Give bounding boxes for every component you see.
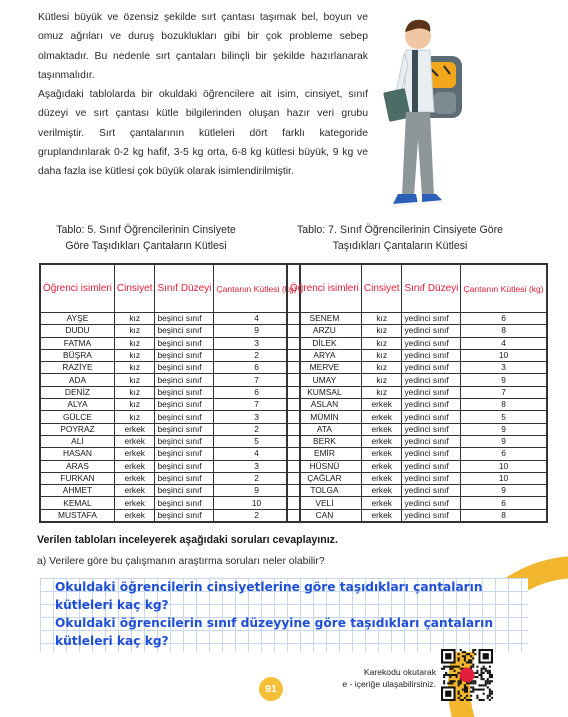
qr-code-icon[interactable] bbox=[441, 649, 493, 701]
student-name-cell: MERVE bbox=[288, 362, 362, 374]
gender-cell: erkek bbox=[361, 448, 402, 460]
student-name-cell: GÜLCE bbox=[41, 411, 115, 423]
bag-mass-cell: 9 bbox=[461, 423, 546, 435]
class-level-cell: yedinci sınıf bbox=[402, 411, 461, 423]
bag-mass-cell: 2 bbox=[214, 472, 299, 484]
page-number-badge: 91 bbox=[259, 677, 283, 701]
table-row bbox=[41, 411, 300, 423]
gender-cell: kız bbox=[361, 362, 402, 374]
table-row bbox=[41, 509, 300, 521]
table-row bbox=[41, 472, 300, 484]
table-row bbox=[41, 386, 300, 398]
class-level-cell: yedinci sınıf bbox=[402, 337, 461, 349]
student-name-cell: MÜMİN bbox=[288, 411, 362, 423]
table-row bbox=[288, 485, 547, 497]
class-level-cell: yedinci sınıf bbox=[402, 386, 461, 398]
class-level-cell: yedinci sınıf bbox=[402, 374, 461, 386]
gender-cell: erkek bbox=[361, 399, 402, 411]
bag-mass-cell: 2 bbox=[214, 423, 299, 435]
bag-mass-cell: 6 bbox=[214, 362, 299, 374]
left-caption-line2: Göre Taşıdıkları Çantaların Kütlesi bbox=[65, 240, 227, 252]
student-with-backpack-illustration bbox=[378, 8, 488, 218]
bag-mass-cell: 6 bbox=[461, 313, 546, 325]
student-name-cell: DUDU bbox=[41, 325, 115, 337]
qr-caption-line1: Karekodu okutarak bbox=[363, 667, 436, 677]
header-gender: Cinsiyet bbox=[361, 265, 402, 313]
table-header-row bbox=[288, 265, 547, 313]
student-name-cell: DENİZ bbox=[41, 386, 115, 398]
right-caption-line1: Tablo: 7. Sınıf Öğrencilerinin Cinsiyete Göre bbox=[296, 224, 504, 236]
bag-mass-cell: 5 bbox=[214, 435, 299, 447]
table-row bbox=[41, 337, 300, 349]
table-row bbox=[288, 448, 547, 460]
class-level-cell: yedinci sınıf bbox=[402, 485, 461, 497]
table-row bbox=[41, 448, 300, 460]
table-row bbox=[288, 374, 547, 386]
class-level-cell: beşinci sınıf bbox=[155, 423, 214, 435]
header-class-level: Sınıf Düzeyi bbox=[155, 265, 214, 313]
bag-mass-cell: 7 bbox=[214, 399, 299, 411]
class-level-cell: beşinci sınıf bbox=[155, 485, 214, 497]
student-name-cell: RAZİYE bbox=[41, 362, 115, 374]
gender-cell: erkek bbox=[114, 509, 155, 521]
bag-mass-cell: 7 bbox=[461, 386, 546, 398]
student-name-cell: MUSTAFA bbox=[41, 509, 115, 521]
bag-mass-cell: 10 bbox=[461, 460, 546, 472]
gender-cell: erkek bbox=[114, 497, 155, 509]
table-row bbox=[288, 349, 547, 361]
student-name-cell: BERK bbox=[288, 435, 362, 447]
student-name-cell: AYŞE bbox=[41, 313, 115, 325]
bag-mass-cell: 8 bbox=[461, 399, 546, 411]
gender-cell: kız bbox=[114, 325, 155, 337]
bag-mass-cell: 2 bbox=[214, 509, 299, 521]
class-level-cell: beşinci sınıf bbox=[155, 472, 214, 484]
bag-mass-cell: 9 bbox=[461, 435, 546, 447]
gender-cell: erkek bbox=[114, 423, 155, 435]
student-name-cell: ALİ bbox=[41, 435, 115, 447]
answer-line-1: Okuldaki öğrencilerin cinsiyetlerine göre taşıdıkları çantaların kütleleri kaç kg? bbox=[55, 580, 483, 612]
gender-cell: kız bbox=[361, 386, 402, 398]
class-level-cell: yedinci sınıf bbox=[402, 399, 461, 411]
table-row bbox=[41, 497, 300, 509]
student-name-cell: HASAN bbox=[41, 448, 115, 460]
class-level-cell: beşinci sınıf bbox=[155, 325, 214, 337]
bag-mass-cell: 2 bbox=[214, 349, 299, 361]
student-name-cell: CAN bbox=[288, 509, 362, 521]
table-row bbox=[41, 362, 300, 374]
class-level-cell: yedinci sınıf bbox=[402, 313, 461, 325]
table-row bbox=[288, 411, 547, 423]
class-level-cell: yedinci sınıf bbox=[402, 472, 461, 484]
gender-cell: kız bbox=[114, 313, 155, 325]
gender-cell: erkek bbox=[114, 485, 155, 497]
gender-cell: kız bbox=[361, 349, 402, 361]
table-row bbox=[41, 349, 300, 361]
grade5-bag-mass-table bbox=[40, 264, 300, 522]
class-level-cell: beşinci sınıf bbox=[155, 349, 214, 361]
table-header-row bbox=[41, 265, 300, 313]
student-name-cell: ÇAĞLAR bbox=[288, 472, 362, 484]
gender-cell: erkek bbox=[114, 460, 155, 472]
class-level-cell: yedinci sınıf bbox=[402, 349, 461, 361]
student-name-cell: VELİ bbox=[288, 497, 362, 509]
student-name-cell: ARAS bbox=[41, 460, 115, 472]
table-row bbox=[41, 460, 300, 472]
bag-mass-cell: 8 bbox=[461, 325, 546, 337]
header-gender: Cinsiyet bbox=[114, 265, 155, 313]
gender-cell: erkek bbox=[114, 448, 155, 460]
table-row bbox=[288, 509, 547, 521]
table-row bbox=[41, 423, 300, 435]
table-row bbox=[288, 325, 547, 337]
gender-cell: kız bbox=[114, 386, 155, 398]
bag-mass-cell: 6 bbox=[461, 448, 546, 460]
student-name-cell: FURKAN bbox=[41, 472, 115, 484]
class-level-cell: beşinci sınıf bbox=[155, 460, 214, 472]
gender-cell: kız bbox=[114, 337, 155, 349]
bag-mass-cell: 10 bbox=[214, 497, 299, 509]
gender-cell: kız bbox=[114, 374, 155, 386]
student-name-cell: ALYA bbox=[41, 399, 115, 411]
bag-mass-cell: 7 bbox=[214, 374, 299, 386]
gender-cell: erkek bbox=[361, 423, 402, 435]
gender-cell: kız bbox=[114, 399, 155, 411]
gender-cell: kız bbox=[114, 349, 155, 361]
table-row bbox=[288, 313, 547, 325]
grade7-bag-mass-table bbox=[287, 264, 547, 522]
class-level-cell: beşinci sınıf bbox=[155, 337, 214, 349]
bag-mass-cell: 3 bbox=[214, 337, 299, 349]
table-row bbox=[288, 472, 547, 484]
class-level-cell: beşinci sınıf bbox=[155, 399, 214, 411]
gender-cell: erkek bbox=[114, 472, 155, 484]
student-name-cell: DİLEK bbox=[288, 337, 362, 349]
header-student-names: Öğrenci isimleri bbox=[41, 265, 115, 313]
answer-line-2: Okuldaki öğrencilerin sınıf düzeyyine göre taşıdıkları çantaların kütleleri kaç kg? bbox=[55, 616, 494, 648]
qr-caption bbox=[306, 666, 436, 690]
gender-cell: kız bbox=[361, 313, 402, 325]
class-level-cell: beşinci sınıf bbox=[155, 448, 214, 460]
table-row bbox=[41, 485, 300, 497]
gender-cell: erkek bbox=[361, 460, 402, 472]
student-name-cell: ADA bbox=[41, 374, 115, 386]
class-level-cell: beşinci sınıf bbox=[155, 435, 214, 447]
student-name-cell: ASLAN bbox=[288, 399, 362, 411]
header-bag-mass: Çantanın Kütlesi (kg) bbox=[461, 265, 546, 313]
class-level-cell: beşinci sınıf bbox=[155, 411, 214, 423]
intro-text bbox=[38, 8, 368, 182]
student-name-cell: HÜSNÜ bbox=[288, 460, 362, 472]
student-name-cell: KEMAL bbox=[41, 497, 115, 509]
class-level-cell: beşinci sınıf bbox=[155, 497, 214, 509]
gender-cell: erkek bbox=[361, 435, 402, 447]
gender-cell: erkek bbox=[361, 485, 402, 497]
table-body bbox=[41, 313, 300, 522]
bag-mass-cell: 10 bbox=[461, 472, 546, 484]
right-caption-line2: Taşıdıkları Çantaların Kütlesi bbox=[332, 240, 468, 252]
gender-cell: kız bbox=[361, 325, 402, 337]
gender-cell: erkek bbox=[361, 411, 402, 423]
gender-cell: kız bbox=[361, 374, 402, 386]
class-level-cell: yedinci sınıf bbox=[402, 497, 461, 509]
intro-paragraph-2: Aşağıdaki tablolarda bir okuldaki öğrencilere ait isim, cinsiyet, sınıf düzeyi ve sırt çantası kütle bilgilerinden oluşan hazır veri grubu verilmiştir. Sırt çantalarının kütleleri dört farklı kategoride gruplandırılarak 0-2 kg hafif, 3-5 kg orta, 6-8 kg kütlesi büyük, 9 kg ve daha fazla ise kütlesi çok büyük olarak isimlendirilmiştir. bbox=[38, 89, 368, 178]
table-row bbox=[41, 435, 300, 447]
student-name-cell: ARZU bbox=[288, 325, 362, 337]
gender-cell: kız bbox=[114, 411, 155, 423]
class-level-cell: yedinci sınıf bbox=[402, 509, 461, 521]
table-row bbox=[288, 399, 547, 411]
header-bag-mass: Çantanın Kütlesi (kg) bbox=[214, 265, 299, 313]
bag-mass-cell: 6 bbox=[461, 497, 546, 509]
bag-mass-cell: 4 bbox=[214, 313, 299, 325]
bag-mass-cell: 3 bbox=[461, 362, 546, 374]
bag-mass-cell: 3 bbox=[214, 411, 299, 423]
header-class-level: Sınıf Düzeyi bbox=[402, 265, 461, 313]
student-name-cell: BÜŞRA bbox=[41, 349, 115, 361]
student-name-cell: TOLGA bbox=[288, 485, 362, 497]
gender-cell: erkek bbox=[361, 497, 402, 509]
student-name-cell: UMAY bbox=[288, 374, 362, 386]
bag-mass-cell: 5 bbox=[461, 411, 546, 423]
table-row bbox=[41, 325, 300, 337]
qr-caption-line2: e - içeriğe ulaşabilirsiniz. bbox=[342, 679, 436, 689]
bag-mass-cell: 9 bbox=[461, 374, 546, 386]
question-a: a) Verilere göre bu çalışmanın araştırma soruları neler olabilir? bbox=[37, 556, 325, 567]
right-table-caption bbox=[282, 222, 518, 254]
class-level-cell: beşinci sınıf bbox=[155, 374, 214, 386]
answer-area[interactable] bbox=[40, 578, 528, 652]
class-level-cell: beşinci sınıf bbox=[155, 509, 214, 521]
table-row bbox=[288, 337, 547, 349]
student-name-cell: FATMA bbox=[41, 337, 115, 349]
class-level-cell: yedinci sınıf bbox=[402, 362, 461, 374]
left-table-caption bbox=[36, 222, 256, 254]
table-row bbox=[288, 423, 547, 435]
gender-cell: kız bbox=[114, 362, 155, 374]
qr-logo-icon bbox=[460, 668, 475, 683]
class-level-cell: yedinci sınıf bbox=[402, 325, 461, 337]
class-level-cell: beşinci sınıf bbox=[155, 386, 214, 398]
table-row bbox=[41, 313, 300, 325]
table-row bbox=[41, 374, 300, 386]
class-level-cell: yedinci sınıf bbox=[402, 435, 461, 447]
table-row bbox=[288, 497, 547, 509]
student-name-cell: AHMET bbox=[41, 485, 115, 497]
bag-mass-cell: 10 bbox=[461, 349, 546, 361]
header-student-names: Öğrenci isimleri bbox=[288, 265, 362, 313]
bag-mass-cell: 6 bbox=[214, 386, 299, 398]
table-row bbox=[41, 399, 300, 411]
class-level-cell: yedinci sınıf bbox=[402, 460, 461, 472]
instruction-text: Verilen tabloları inceleyerek aşağıdaki soruları cevaplayınız. bbox=[37, 534, 338, 546]
gender-cell: erkek bbox=[361, 472, 402, 484]
table-body bbox=[288, 313, 547, 522]
student-name-cell: EMİR bbox=[288, 448, 362, 460]
bag-mass-cell: 9 bbox=[214, 485, 299, 497]
class-level-cell: beşinci sınıf bbox=[155, 362, 214, 374]
table-row bbox=[288, 460, 547, 472]
gender-cell: erkek bbox=[361, 509, 402, 521]
bag-mass-cell: 8 bbox=[461, 509, 546, 521]
bag-mass-cell: 4 bbox=[461, 337, 546, 349]
gender-cell: kız bbox=[361, 337, 402, 349]
bag-mass-cell: 4 bbox=[214, 448, 299, 460]
bag-mass-cell: 3 bbox=[214, 460, 299, 472]
class-level-cell: yedinci sınıf bbox=[402, 448, 461, 460]
student-name-cell: KUMSAL bbox=[288, 386, 362, 398]
student-name-cell: ATA bbox=[288, 423, 362, 435]
student-name-cell: POYRAZ bbox=[41, 423, 115, 435]
student-name-cell: ARYA bbox=[288, 349, 362, 361]
class-level-cell: beşinci sınıf bbox=[155, 313, 214, 325]
table-row bbox=[288, 362, 547, 374]
bag-mass-cell: 9 bbox=[461, 485, 546, 497]
student-name-cell: SENEM bbox=[288, 313, 362, 325]
bag-mass-cell: 9 bbox=[214, 325, 299, 337]
left-caption-line1: Tablo: 5. Sınıf Öğrencilerinin Cinsiyete bbox=[56, 224, 236, 236]
gender-cell: erkek bbox=[114, 435, 155, 447]
table-row bbox=[288, 386, 547, 398]
intro-paragraph-1: Kütlesi büyük ve özensiz şekilde sırt çantası taşımak bel, boyun ve omuz ağrıları ve duruş bozuklukları gibi bir çok probleme sebep olmaktadır. Bu nedenle sırt çantaları bilinçli bir şekilde hazırlanarak taşınmalıdır. bbox=[38, 12, 368, 81]
class-level-cell: yedinci sınıf bbox=[402, 423, 461, 435]
table-row bbox=[288, 435, 547, 447]
